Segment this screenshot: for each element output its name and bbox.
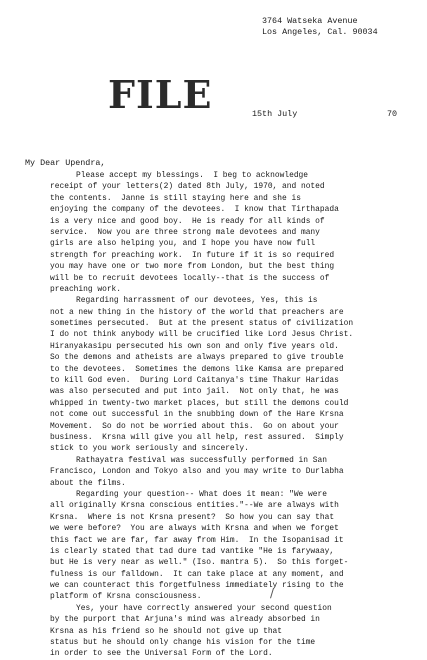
- body-line: So the demons and atheists are always prepared to give trouble: [50, 353, 344, 363]
- body-line: we can counteract this forgetfulness immediately rising to the: [50, 581, 344, 591]
- body-line: to the devotees. Sometimes the demons like Kamsa are prepared: [50, 364, 344, 374]
- body-line: is clearly stated that tad dure tad vantike "He is farywaay,: [50, 546, 335, 556]
- body-line: whipped in twenty-two market places, but still the demons could: [50, 398, 349, 408]
- body-line: was also persecuted and put into jail. Not only that, he was: [50, 387, 339, 397]
- letter-year: 70: [387, 109, 398, 119]
- body-line: status but he should only change his vision for the time: [50, 638, 316, 648]
- body-line: not come out successful in the snubbing down of the Hare Krsna: [50, 410, 344, 420]
- body-line: by the purport that Arjuna's mind was already absorbed in: [50, 615, 320, 625]
- body-line: Yes, your have correctly answered your second question: [76, 603, 332, 613]
- body-line: Movement. So do not be worried about this. Go on about your: [50, 421, 339, 431]
- body-line: Francisco, London and Tokyo also and you may write to Durlabha: [50, 467, 344, 477]
- body-line: enjoying the company of the devotees. I know that Tirthapada: [50, 205, 339, 215]
- body-line: in order to see the Universal Form of the Lord.: [50, 649, 273, 659]
- body-line: Rathayatra festival was successfully performed in San: [76, 455, 327, 465]
- body-line: Krsna as his friend so he should not give up that: [50, 626, 283, 636]
- letter-body: [0, 170, 427, 660]
- pen-mark: /: [270, 586, 275, 600]
- body-line: the contents. Janne is still staying here and she is: [50, 193, 301, 203]
- body-line: will be to recruit devotees locally--that is the success of: [50, 273, 330, 283]
- body-line: Regarding harrassment of our devotees, Yes, this is: [76, 296, 318, 306]
- body-line: girls are also helping you, and I hope you have now full: [50, 239, 316, 249]
- body-line: Hiranyakasipu persecuted his own son and only five years old.: [50, 341, 339, 351]
- body-line: all originally Krsna conscious entities."--We are always with: [50, 501, 339, 511]
- body-line: is a very nice and good boy. He is ready for all kinds of: [50, 216, 325, 226]
- body-line: fulness is our falldown. It can take place at any moment, and: [50, 569, 344, 579]
- body-line: sometimes persecuted. But at the present status of civilization: [50, 319, 354, 329]
- body-line: we were before? You are always with Krsna and when we forget: [50, 524, 339, 534]
- body-line: service. Now you are three strong male devotees and many: [50, 227, 320, 237]
- address-line-city: Los Angeles, Cal. 90034: [262, 27, 378, 37]
- body-line: you may have one or two more from London, but the best thing: [50, 262, 335, 272]
- body-line: this fact we are far, far away from Him. In the Isopanisad it: [50, 535, 344, 545]
- body-line: strength for preaching work. In future if it is so required: [50, 250, 335, 260]
- body-line: business. Krsna will give you all help, rest assured. Simply: [50, 432, 344, 442]
- body-line: not a new thing in the history of the world that preachers are: [50, 307, 344, 317]
- letter-date: 15th July: [252, 109, 298, 119]
- body-line: receipt of your letters(2) dated 8th July, 1970, and noted: [50, 182, 325, 192]
- salutation: My Dear Upendra,: [25, 158, 106, 168]
- body-line: Regarding your question-- What does it mean: "We were: [76, 489, 327, 499]
- body-line: to kill God even. During Lord Caitanya's time Thakur Haridas: [50, 376, 339, 386]
- body-line: Please accept my blessings. I beg to acknowledge: [76, 171, 309, 180]
- body-line: about the films.: [50, 478, 126, 488]
- body-line: but He is very near as well." (Iso. mantra 5). So this forget-: [50, 558, 349, 568]
- body-line: I do not think anybody will be crucified like Lord Jesus Christ.: [50, 330, 354, 340]
- file-stamp: FILE: [108, 72, 213, 117]
- body-line: stick to you work seriously and sincerely.: [50, 444, 249, 454]
- address-line-street: 3764 Watseka Avenue: [262, 16, 358, 26]
- body-line: Krsna. Where is not Krsna present? So how you can say that: [50, 512, 335, 522]
- body-line: preaching work.: [50, 284, 122, 294]
- body-line: platform of Krsna consciousness.: [50, 592, 202, 602]
